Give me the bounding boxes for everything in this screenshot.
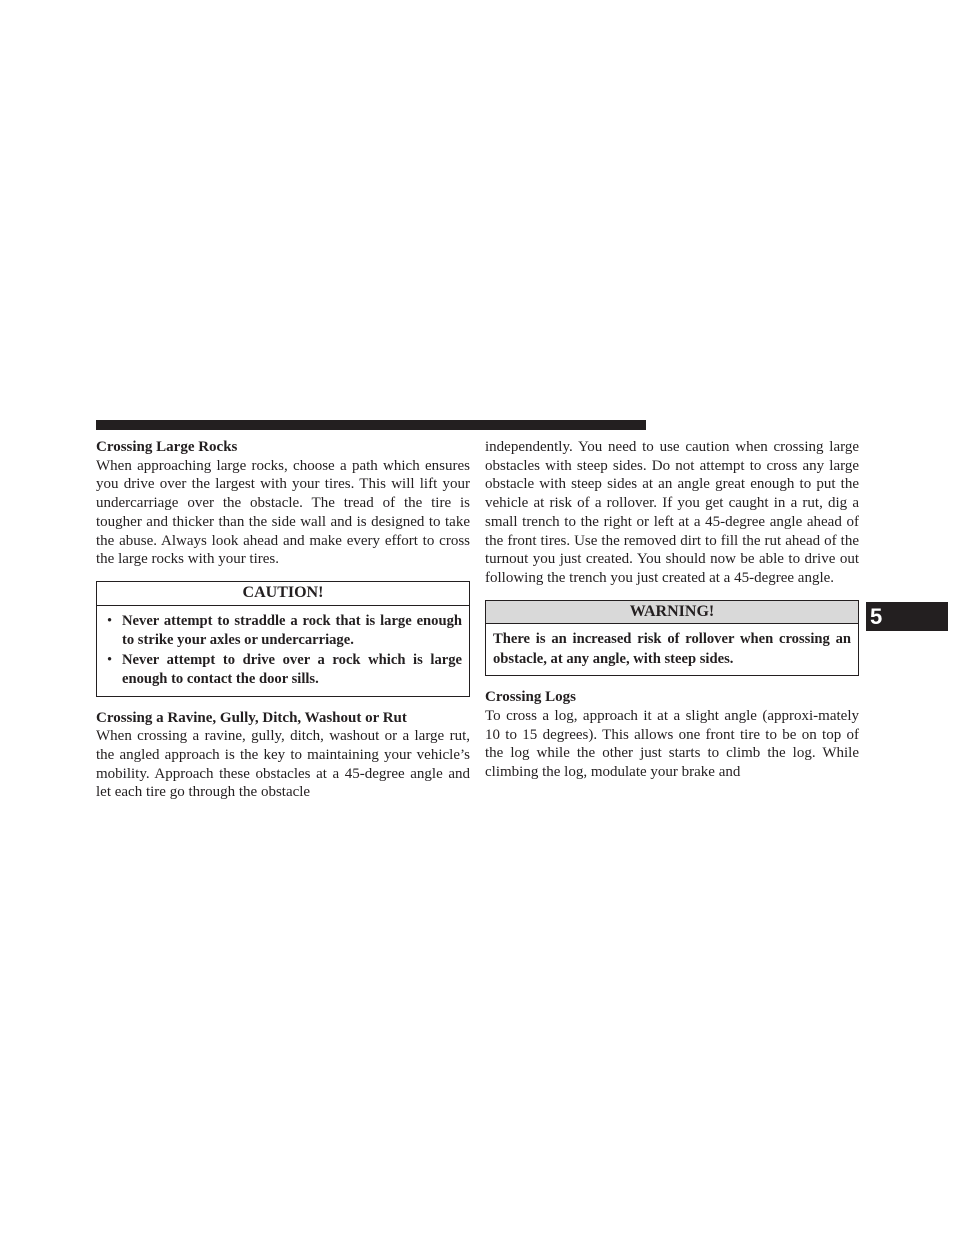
- warning-body: There is an increased risk of rollover when crossing an obstacle, at any angle, with steep sides.: [493, 631, 851, 667]
- caution-item: [104, 612, 462, 651]
- warning-box: [485, 600, 859, 677]
- bullet-icon: •: [107, 651, 113, 668]
- caution-box: [96, 581, 470, 697]
- paragraph-logs: To cross a log, approach it at a slight angle (approxi-mately 10 to 15 degrees). This allows one front tire to be on top of the log while the other just starts to climb the log. While climbing the log, modulate your brake and: [485, 708, 859, 781]
- section-tab-marker: 5: [866, 602, 948, 631]
- right-column: [485, 438, 859, 782]
- paragraph-ravine-continued: independently. You need to use caution when crossing large obstacles with steep sides. Do not attempt to cross any large obstacle with steep sides at an angle great enough to put the vehicle at risk of a rollover. If you get caught in a rut, dig a small trench to the right or left at a 45-degree angle ahead of the front tires. Use the removed dirt to fill the rut ahead of the turnout you just created. You should now be able to drive out following the trench you just created at a 45-degree angle.: [485, 439, 859, 586]
- heading-crossing-logs: Crossing Logs: [485, 689, 576, 706]
- caution-item-text: Never attempt to drive over a rock which is large enough to contact the door sills.: [122, 651, 462, 688]
- top-rule: [96, 420, 646, 430]
- caution-item-text: Never attempt to straddle a rock that is large enough to strike your axles or undercarriage.: [122, 612, 462, 649]
- paragraph-ravine: When crossing a ravine, gully, ditch, washout or a large rut, the angled approach is the key to maintaining your vehicle’s mobility. Approach these obstacles at a 45-degree angle and let each tire go through the obstacle: [96, 728, 470, 801]
- paragraph-large-rocks: When approaching large rocks, choose a path which ensures you drive over the largest with your tires. This will lift your undercarriage over the obstacle. The tread of the tire is tougher and thicker than the side wall and is designed to take the abuse. Always look ahead and make every effort to cross the large rocks with your tires.: [96, 457, 470, 568]
- caution-list: [104, 612, 462, 690]
- warning-title: WARNING!: [486, 601, 858, 625]
- caution-item: [104, 651, 462, 690]
- caution-title: CAUTION!: [97, 582, 469, 606]
- caution-body: [97, 606, 469, 696]
- bullet-icon: •: [107, 612, 113, 629]
- left-column: [96, 438, 470, 802]
- heading-crossing-ravine: Crossing a Ravine, Gully, Ditch, Washout or Rut: [96, 709, 407, 726]
- heading-crossing-large-rocks: Crossing Large Rocks: [96, 439, 238, 455]
